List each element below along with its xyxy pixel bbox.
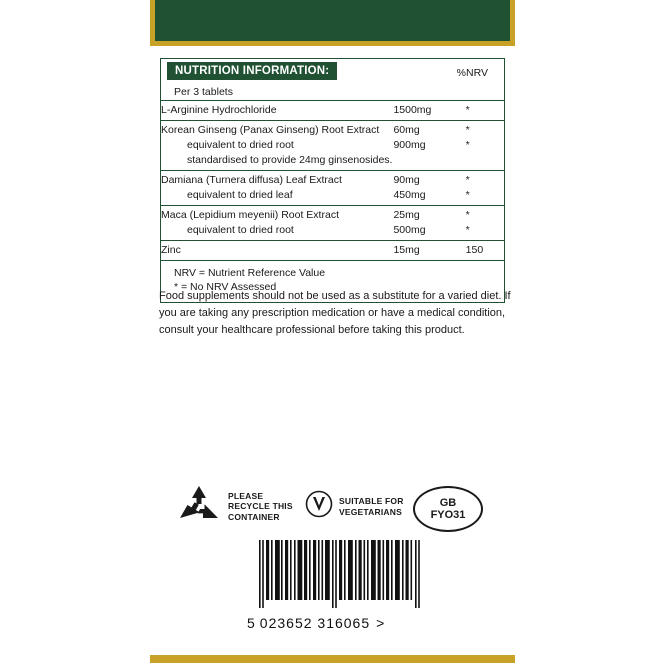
per-serving-amount bbox=[393, 85, 465, 101]
nutrient-nrv: * bbox=[466, 101, 504, 121]
nutrient-amount: 25mg bbox=[393, 209, 420, 221]
nutrient-name: equivalent to dried root bbox=[187, 139, 294, 151]
nutrition-table bbox=[161, 85, 504, 261]
recycle-icon bbox=[176, 484, 222, 529]
nutrient-amount: 1500mg bbox=[393, 101, 465, 121]
nutrient-nrv: * bbox=[466, 223, 504, 241]
nutrient-name: L-Arginine Hydrochloride bbox=[161, 101, 393, 121]
table-row bbox=[161, 206, 504, 224]
vegetarian-logo-text bbox=[339, 496, 404, 517]
table-row bbox=[161, 101, 504, 121]
nutrient-amount: 15mg bbox=[393, 241, 465, 261]
nutrient-name: equivalent to dried root bbox=[161, 223, 393, 241]
nutrient-amount: 900mg bbox=[393, 139, 426, 151]
advisory-text: Food supplements should not be used as a substitute for a varied diet. If you are taking any prescription medication or have a medical condition, consult your healthcare professional before taking this product. bbox=[159, 290, 511, 336]
per-serving-label: Per 3 tablets bbox=[161, 85, 393, 101]
nutrient-name: Korean Ginseng (Panax Ginseng) Root Extract bbox=[161, 124, 380, 136]
vegetarian-v-icon bbox=[305, 490, 333, 523]
recycle-logo-group bbox=[176, 484, 293, 529]
nutrient-name: Damiana (Turnera diffusa) Leaf Extract bbox=[161, 174, 342, 186]
footnote-no-nrv: * = No NRV Assessed bbox=[174, 281, 277, 293]
nutrient-amount: 500mg bbox=[393, 223, 465, 241]
table-row bbox=[161, 138, 504, 153]
barcode-group-1: 023652 bbox=[259, 615, 313, 631]
vegetarian-line-2: VEGETARIANS bbox=[339, 506, 402, 517]
nutrient-amount: 450mg bbox=[393, 188, 465, 206]
nutrient-amount: 60mg bbox=[393, 124, 420, 136]
nutrient-nrv: * bbox=[465, 139, 470, 151]
nutrient-nrv: * bbox=[466, 188, 504, 206]
bottom-gold-rule bbox=[150, 655, 515, 663]
barcode-trailing-symbol: > bbox=[376, 615, 386, 631]
recycle-line-3: CONTAINER bbox=[228, 511, 280, 522]
table-row bbox=[161, 188, 504, 206]
nutrient-name: Maca (Lepidium meyenii) Root Extract bbox=[161, 209, 339, 221]
nutrient-name: equivalent to dried leaf bbox=[161, 188, 393, 206]
approval-code: FYO31 bbox=[430, 509, 466, 521]
approval-oval bbox=[413, 486, 483, 532]
nutrition-information-panel bbox=[160, 58, 505, 303]
barcode-group-2: 316065 bbox=[317, 615, 371, 631]
table-row bbox=[161, 121, 504, 139]
recycle-logo-text bbox=[228, 491, 293, 523]
table-row bbox=[161, 241, 504, 261]
recycle-line-2: RECYCLE THIS bbox=[228, 501, 293, 512]
nutrient-nrv: * bbox=[465, 124, 470, 136]
nutrition-header-row bbox=[161, 59, 504, 79]
nutrient-nrv: * bbox=[465, 174, 470, 186]
nutrient-amount: 90mg bbox=[393, 174, 420, 186]
table-row bbox=[161, 171, 504, 189]
recycle-line-1: PLEASE bbox=[228, 490, 264, 501]
nutrition-panel-title: NUTRITION INFORMATION: bbox=[167, 62, 337, 80]
barcode bbox=[247, 540, 427, 631]
nutrient-name: standardised to provide 24mg ginsenosides. bbox=[161, 153, 393, 171]
nutrient-nrv: 150 bbox=[466, 241, 504, 261]
approval-mark-group bbox=[413, 486, 483, 532]
vegetarian-logo-group bbox=[305, 490, 404, 523]
vegetarian-line-1: SUITABLE FOR bbox=[339, 496, 404, 506]
table-row bbox=[161, 223, 504, 241]
per-serving-nrv bbox=[466, 85, 504, 101]
certification-logos bbox=[170, 480, 500, 540]
table-row-per-serving bbox=[161, 85, 504, 101]
approval-country-code: GB bbox=[439, 497, 457, 509]
footnote-nrv-definition: NRV = Nutrient Reference Value bbox=[174, 267, 326, 279]
barcode-digits bbox=[247, 615, 427, 631]
barcode-lead-digit: 5 bbox=[247, 615, 256, 631]
nutrient-name: Zinc bbox=[161, 241, 393, 261]
table-row bbox=[161, 153, 504, 171]
top-gold-rule bbox=[150, 41, 515, 46]
barcode-bars bbox=[259, 540, 425, 608]
top-green-band bbox=[150, 0, 515, 41]
nutrient-nrv bbox=[466, 153, 504, 171]
nutrient-nrv: * bbox=[465, 209, 470, 221]
nrv-column-header: %NRV bbox=[456, 67, 488, 79]
nutrient-amount bbox=[393, 153, 465, 171]
